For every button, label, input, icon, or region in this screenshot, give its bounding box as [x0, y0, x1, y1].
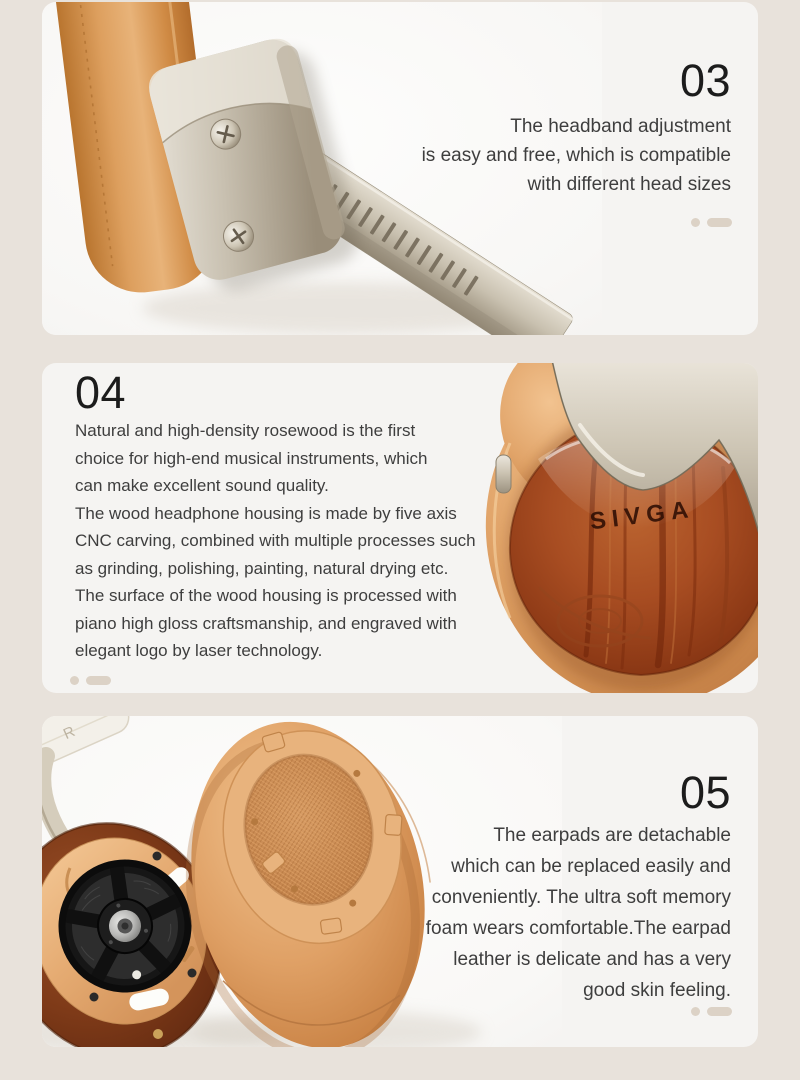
- baffle-screw: [153, 852, 162, 861]
- dash-icon: [86, 676, 111, 685]
- description-line: choice for high-end musical instruments, which: [75, 448, 428, 468]
- description-line: can make excellent sound quality.: [75, 476, 329, 495]
- rosewood-earcup-photo: [480, 363, 758, 693]
- section-headband-adjustment: [42, 2, 758, 335]
- section-number: 05: [679, 767, 731, 818]
- description-line: CNC carving, combined with multiple processes such: [75, 531, 476, 550]
- description-line: good skin feeling.: [583, 980, 731, 1001]
- sivga-logo: SIVGA: [588, 495, 696, 536]
- description-line: The wood headphone housing is made by five axis: [75, 503, 457, 523]
- section-number: 04: [75, 367, 127, 418]
- description-line: foam wears comfortable.The earpad: [425, 918, 731, 939]
- description-line: conveniently. The ultra soft memory: [431, 887, 731, 908]
- baffle-screw: [188, 969, 197, 978]
- section-description: [422, 112, 731, 199]
- description-line: Natural and high-density rosewood is the first: [75, 421, 416, 440]
- yoke-pivot: [496, 455, 511, 493]
- dash-icon: [707, 1007, 732, 1016]
- dash-icon: [707, 218, 732, 227]
- description-line: is easy and free, which is compatible: [421, 145, 731, 166]
- dot-dash-decoration: [691, 1007, 732, 1016]
- right-marker: R: [60, 723, 78, 744]
- description-line: which can be replaced easily and: [451, 856, 731, 877]
- description-line: elegant logo by laser technology.: [75, 641, 323, 660]
- description-line: The headband adjustment: [510, 116, 731, 137]
- description-line: The surface of the wood housing is processed with: [75, 586, 457, 605]
- description-line: leather is delicate and has a very: [453, 949, 731, 970]
- dot-icon: [70, 676, 79, 685]
- section-detachable-earpads: [42, 716, 758, 1047]
- dot-dash-decoration: [691, 218, 732, 227]
- dot-icon: [691, 1007, 700, 1016]
- section-description: [426, 820, 731, 1006]
- baffle-screw: [90, 993, 99, 1002]
- description-line: with different head sizes: [527, 174, 731, 195]
- section-number: 03: [679, 55, 731, 106]
- section-description: [75, 417, 476, 665]
- description-line: The earpads are detachable: [493, 825, 731, 846]
- dot-dash-decoration: [70, 676, 111, 685]
- dot-icon: [691, 218, 700, 227]
- description-line: as grinding, polishing, painting, natural drying etc.: [75, 558, 449, 578]
- gold-screw: [153, 1029, 163, 1039]
- section-rosewood-housing: [42, 363, 758, 693]
- description-line: piano high gloss craftsmanship, and engraved with: [75, 613, 457, 633]
